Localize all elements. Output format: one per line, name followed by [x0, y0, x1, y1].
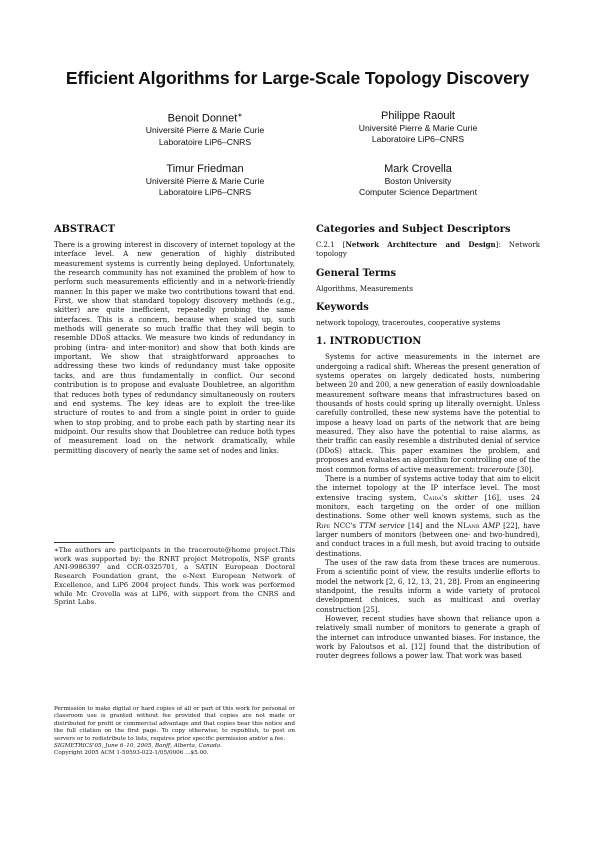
author-affiliation: Boston University: [384, 175, 452, 186]
footnote-rule: [54, 542, 114, 543]
amp-name: AMP: [482, 520, 500, 530]
author-affiliation: Laboratoire LiP6–CNRS: [158, 187, 252, 197]
permission-text: Permission to make digital or hard copies of all or part of this work for personal or classroom use is granted without fee provided that copies are not made or distributed for profit or commercial advantage and that copies bear this notice and the full citation on the first page. To copy otherwise, to republish, to post on servers or to redistribute to lists, requires prior specific permission and/or a fee.: [54, 706, 295, 742]
author-affiliation: Laboratoire LiP6–CNRS: [158, 136, 252, 147]
ttm-name: TTM service: [359, 520, 405, 530]
footnote-mark: ∗: [237, 113, 243, 119]
author-block-2: [318, 111, 518, 146]
keywords-heading: Keywords: [316, 302, 369, 314]
author-affiliation: Université Pierre & Marie Curie: [145, 125, 265, 136]
caida-name: Caida: [423, 492, 442, 502]
intro-paragraph-2: There is a number of systems active today that aim to elicit the internet topology at the IP interface level. The most extensive tracing system, Caida's skitter [16], uses 24 monitors, each targeting on the order of one million destinations. Some other well known systems, such as the Ripe NCC's TTM service [14] and the NLanr AMP [22], have larger numbers of monitors (between one- and two-hundred), and conduct traces in a full mesh, but avoid tracing to outside destinations.: [316, 473, 541, 558]
general-terms-heading: General Terms: [316, 267, 397, 279]
categories-text: C.2.1 [Network Architecture and Design]: Network topology: [316, 240, 540, 259]
skitter-name: skitter: [454, 492, 478, 502]
author-block-4: [318, 164, 518, 199]
categories-heading: Categories and Subject Descriptors: [316, 224, 511, 235]
paper-title: Efficient Algorithms for Large-Scale Topology Discovery: [65, 68, 530, 88]
intro-paragraph-4: However, recent studies have shown that reliance upon a relatively small number of monitors to generate a graph of the internet can introduce unwanted biases. For instance, the work by Faloutsos et al. [12] found that the distribution of router degrees follows a power law. That work was based: [316, 614, 540, 661]
nlanr-name: NLanr: [457, 520, 480, 530]
permission-notice: [54, 706, 295, 758]
conference-line: SIGMETRICS'05, June 6–10, 2005, Banff, Alberta, Canada.: [54, 743, 222, 750]
emphasis: traceroute: [477, 464, 515, 474]
author-block-1: [105, 111, 305, 148]
abstract-text: There is a growing interest in discovery of internet topology at the interface level. A new generation of highly distributed measurement systems is currently being deployed. Unfortunately, the research community has not examined the problem of how to perform such measurements efficiently and in a network-friendly manner. In this paper we make two contributions toward that end. First, we show that standard topology discovery methods (e.g., skitter) are quite inefficient, repeatedly probing the same interfaces. This is a concern, because when scaled up, such methods will generate so much traffic that they will begin to resemble DDoS attacks. We measure two kinds of redundancy in probing (intra- and inter-monitor) and show that both kinds are important. We show that straightforward approaches to addressing these two kinds of redundancy must take opposite tacks, and are thus fundamentally in conflict. Our second contribution is to propose and evaluate Doubletree, an algorithm that reduces both types of redundancy simultaneously on routers and end systems. The key ideas are to exploit the tree-like structure of routes to and from a single point in order to guide when to stop probing, and to probe each path by starting near its midpoint. Our results show that Doubletree can reduce both types of measurement load on the network dramatically, while permitting discovery of nearly the same set of nodes and links.: [54, 240, 295, 455]
author-affiliation: Laboratoire LiP6–CNRS: [371, 134, 465, 144]
author-footnote: ∗The authors are participants in the traceroute@home project.This work was supported by: the RNRT project Metropolis, NSF grants ANI-9986397 and CCR-0325701, a SATIN European Doctoral Research Foundation grant, the e-Next European Network of Excellence, and LiP6 2004 project funds. This work was performed while Mr. Crovella was at LiP6, with support from the CNRS and Sprint Labs.: [54, 546, 295, 607]
author-affiliation: Université Pierre & Marie Curie: [145, 175, 265, 186]
author-name: Benoit Donnet: [167, 112, 238, 125]
category-code: C.2.1: [316, 240, 335, 249]
author-name: Mark Crovella: [384, 163, 452, 175]
category-rest: : Network topology: [316, 240, 540, 259]
author-affiliation: Université Pierre & Marie Curie: [358, 122, 478, 133]
category-label: Network Architecture and Design: [345, 240, 496, 249]
intro-paragraph-1: Systems for active measurements in the internet are undergoing a radical shift. Whereas the present generation of systems operates on largely dedicated hosts, numbering between 20 and 200, a new generation of easily downloadable measurement software means that infrastructures based on thousands of hosts could spring up literally overnight. Unless carefully controlled, these new systems have the potential to impose a heavy load on parts of the network that are being measured. They also have the potential to raise alarms, as their traffic can easily resemble a distributed denial of service (DDoS) attack. This paper examines the problem, and proposes and evaluates an algorithm for controlling one of the most common forms of active measurement: traceroute [30].: [316, 352, 540, 474]
author-name: Philippe Raoult: [381, 110, 455, 122]
author-block-3: [105, 164, 305, 199]
ripe-name: Ripe: [316, 520, 331, 530]
author-affiliation: Computer Science Department: [359, 187, 477, 197]
introduction-heading: 1. INTRODUCTION: [316, 336, 422, 348]
copyright-line: Copyright 2005 ACM 1-59593-022-1/05/0006 ...$5.00.: [54, 750, 209, 757]
general-terms-text: Algorithms, Measurements: [316, 283, 413, 293]
left-column: [54, 224, 295, 455]
right-column: [316, 224, 540, 661]
author-name: Timur Friedman: [166, 163, 244, 175]
intro-paragraph-3: The uses of the raw data from these traces are numerous. From a scientific point of view, the results underlie efforts to model the network [2, 6, 12, 13, 21, 28]. From an engineering standpoint, the results inform a wide variety of protocol development choices, such as multicast and overlay construction [25].: [316, 557, 540, 614]
abstract-heading: ABSTRACT: [54, 224, 116, 235]
keywords-text: network topology, traceroutes, cooperative systems: [316, 318, 501, 328]
